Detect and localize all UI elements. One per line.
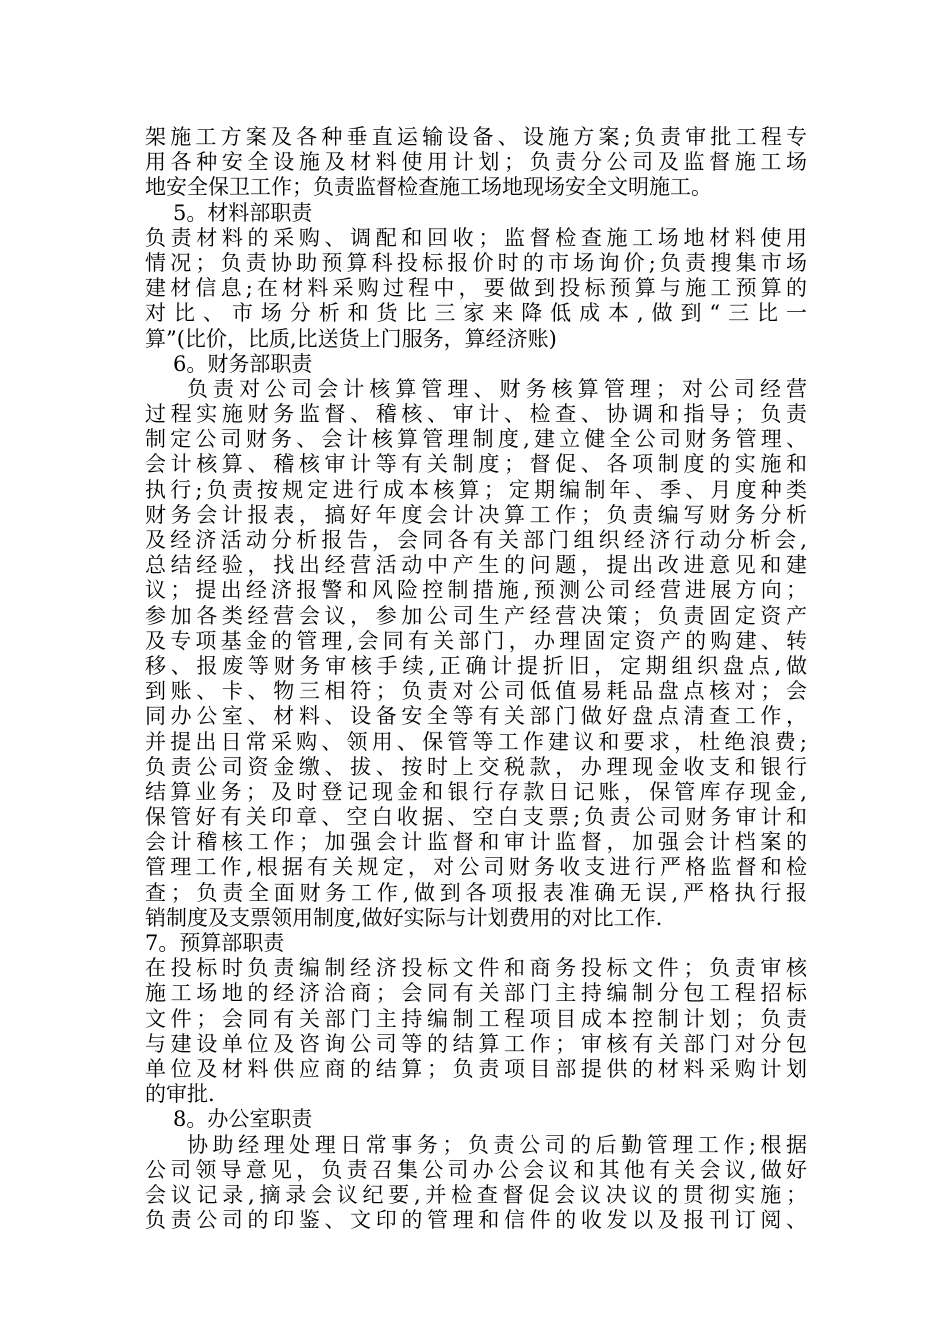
text-line: 会计稽核工作；加强会计监督和审计监督，加强会计档案的 [145, 830, 807, 855]
text-line: 情况；负责协助预算科投标报价时的市场询价;负责搜集市场 [145, 250, 807, 275]
text-line: 与建设单位及咨询公司等的结算工作；审核有关部门对分包 [145, 1031, 807, 1056]
text-line: 保管好有关印章、空白收据、空白支票;负责公司财务审计和 [145, 805, 807, 830]
text-line: 并提出日常采购、领用、保管等工作建议和要求，杜绝浪费; [145, 729, 807, 754]
text-line: 负责公司的印鉴、文印的管理和信件的收发以及报刊订阅、 [145, 1208, 807, 1233]
text-line: 及专项基金的管理,会同有关部门，办理固定资产的购建、转 [145, 628, 807, 653]
text-line: 文件；会同有关部门主持编制工程项目成本控制计划；负责 [145, 1006, 807, 1031]
text-line: 总结经验，找出经营活动中产生的问题，提出改进意见和建 [145, 553, 807, 578]
text-line: 参加各类经营会议，参加公司生产经营决策；负责固定资产 [145, 603, 807, 628]
text-line: 会计核算、稽核审计等有关制度；督促、各项制度的实施和 [145, 452, 807, 477]
section-heading: 6。财务部职责 [173, 351, 313, 376]
text-line: 在投标时负责编制经济投标文件和商务投标文件；负责审核 [145, 956, 807, 981]
text-line: 过程实施财务监督、稽核、审计、检查、协调和指导；负责 [145, 402, 807, 427]
text-line: 结算业务；及时登记现金和银行存款日记账，保管库存现金, [145, 779, 807, 804]
text-line: 用各种安全设施及材料使用计划；负责分公司及监督施工场 [145, 150, 807, 175]
text-line: 同办公室、材料、设备安全等有关部门做好盘点清查工作， [145, 704, 807, 729]
text-line: 协助经理处理日常事务；负责公司的后勤管理工作;根据 [187, 1132, 807, 1157]
text-line: 负责材料的采购、调配和回收；监督检查施工场地材料使用 [145, 225, 807, 250]
text-line: 查；负责全面财务工作,做到各项报表准确无误,严格执行报 [145, 880, 807, 905]
text-line: 销制度及支票领用制度,做好实际与计划费用的对比工作. [145, 905, 663, 930]
text-line: 的审批. [145, 1082, 215, 1107]
text-line: 执行;负责按规定进行成本核算；定期编制年、季、月度种类 [145, 477, 807, 502]
text-line: 地安全保卫工作；负责监督检查施工场地现场安全文明施工。 [145, 175, 712, 200]
text-line: 单位及材料供应商的结算；负责项目部提供的材料采购计划 [145, 1056, 807, 1081]
text-line: 议；提出经济报警和风险控制措施,预测公司经营进展方向； [145, 578, 807, 603]
text-line: 施工场地的经济洽商；会同有关部门主持编制分包工程招标 [145, 981, 807, 1006]
text-line: 财务会计报表，搞好年度会计决算工作；负责编写财务分析 [145, 502, 807, 527]
section-heading: 8。办公室职责 [173, 1107, 313, 1132]
section-heading: 7。预算部职责 [145, 931, 285, 955]
document-page [145, 125, 807, 1233]
section-heading: 5。材料部职责 [173, 200, 313, 225]
text-line: 会议记录,摘录会议纪要,并检查督促会议决议的贯彻实施； [145, 1182, 807, 1207]
text-line: 公司领导意见，负责召集公司办公会议和其他有关会议,做好 [145, 1157, 807, 1182]
text-line: 及经济活动分析报告，会同各有关部门组织经济行动分析会, [145, 528, 807, 552]
text-line: 架施工方案及各种垂直运输设备、设施方案;负责审批工程专 [145, 125, 807, 149]
text-line: 移、报废等财务审核手续,正确计提折旧，定期组织盘点,做 [145, 653, 807, 678]
text-line: 算”(比价，比质,比送货上门服务，算经济账) [145, 326, 557, 351]
text-line: 负责对公司会计核算管理、财务核算管理；对公司经营 [187, 376, 807, 401]
text-line: 管理工作,根据有关规定，对公司财务收支进行严格监督和检 [145, 855, 807, 880]
text-line: 制定公司财务、会计核算管理制度,建立健全公司财务管理、 [145, 427, 807, 452]
text-line: 对比、市场分析和货比三家来降低成本,做到“三比一 [145, 301, 807, 326]
text-line: 负责公司资金缴、拔、按时上交税款，办理现金收支和银行 [145, 754, 807, 779]
text-line: 建材信息;在材料采购过程中，要做到投标预算与施工预算的 [145, 276, 807, 301]
text-line: 到账、卡、物三相符；负责对公司低值易耗品盘点核对；会 [145, 679, 807, 704]
